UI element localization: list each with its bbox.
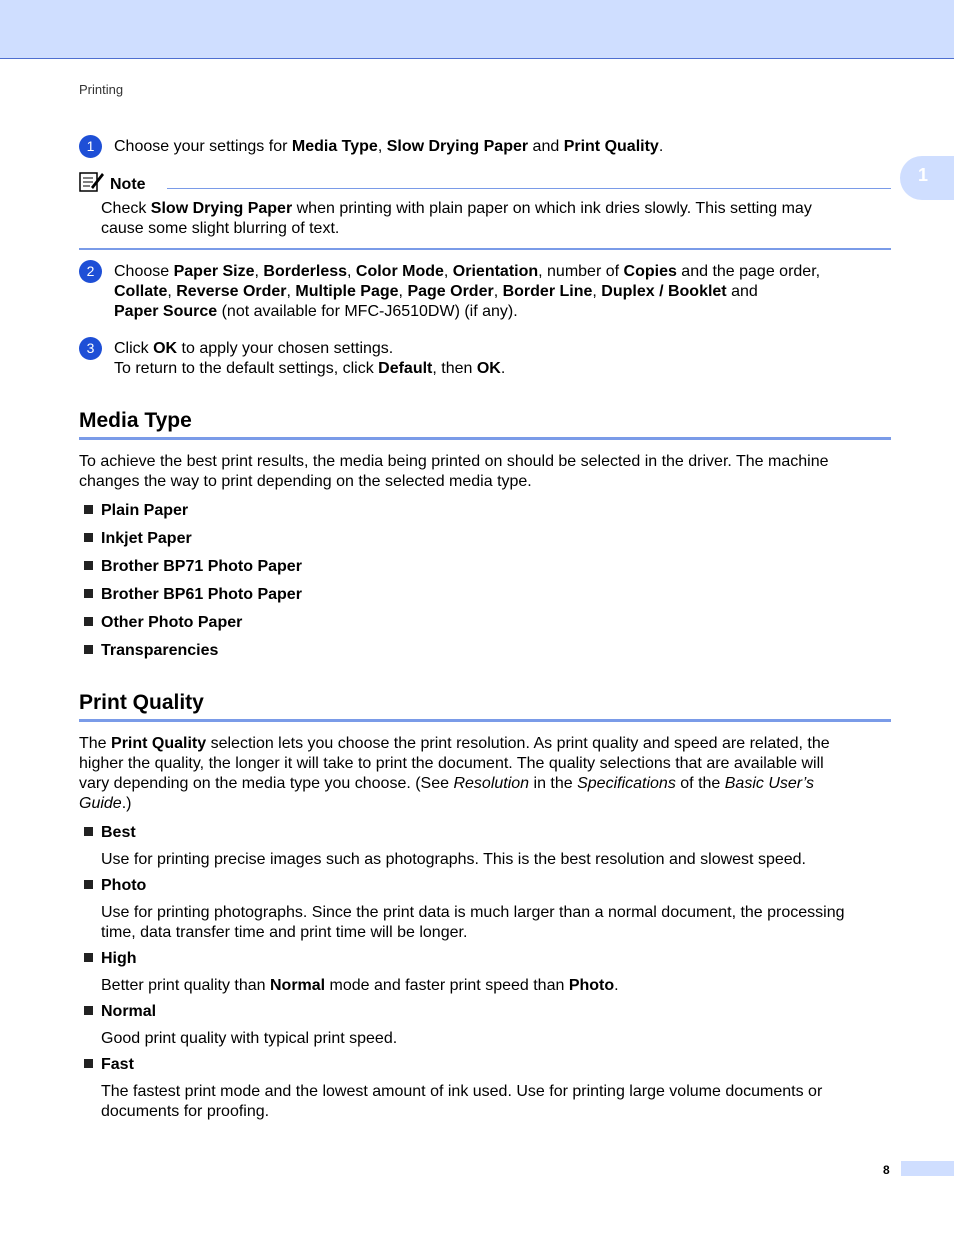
running-header: Printing — [79, 82, 124, 97]
note-bottom-rule — [79, 248, 891, 250]
bullet-square-icon — [84, 880, 93, 889]
note-label: Note — [110, 176, 146, 193]
quality-list-item: Photo — [84, 876, 146, 896]
chapter-number: 1 — [918, 165, 929, 185]
bullet-square-icon — [84, 645, 93, 654]
step-3 — [79, 339, 891, 379]
quality-description: Use for printing precise images such as photographs. This is the best resolution and slowest speed. — [101, 851, 806, 868]
chapter-tab — [900, 156, 954, 200]
quality-list-item: High — [84, 949, 137, 969]
step-text: Click OK to apply your chosen settings. To return to the default settings, click Default, then OK. — [114, 340, 506, 377]
quality-description: Better print quality than Normal mode and faster print speed than Photo. — [101, 977, 619, 994]
bullet-square-icon — [84, 1006, 93, 1015]
print-quality-intro: The Print Quality selection lets you choose the print resolution. As print quality and speed are related, the higher the quality, the longer it will take to print the document. The quality selections that are available will vary depending on the media type you choose. (See Resolution in the Specifications of the Basic User’s Guide.) — [79, 735, 830, 812]
heading-rule — [79, 719, 891, 722]
bullet-square-icon — [84, 505, 93, 514]
note-box — [79, 170, 891, 239]
quality-list-item: Fast — [84, 1055, 134, 1075]
step-number-icon: 2 — [79, 260, 102, 283]
step-text: Choose your settings for Media Type, Slow Drying Paper and Print Quality. — [114, 138, 664, 155]
footer-bar — [901, 1161, 954, 1176]
quality-list-item: Normal — [84, 1002, 156, 1022]
bullet-square-icon — [84, 953, 93, 962]
section-heading-print-quality: Print Quality — [79, 691, 204, 714]
media-list-item: Brother BP61 Photo Paper — [84, 585, 302, 605]
page-number: 8 — [883, 1163, 890, 1177]
media-list-item: Plain Paper — [84, 501, 188, 521]
media-list-item: Other Photo Paper — [84, 613, 242, 633]
bullet-square-icon — [84, 617, 93, 626]
note-divider — [167, 188, 891, 189]
quality-list-item: Best — [84, 823, 136, 843]
step-number-icon: 1 — [79, 135, 102, 158]
note-text: Check Slow Drying Paper when printing with plain paper on which ink dries slowly. This setting may cause some slight blurring of text. — [101, 200, 812, 237]
media-list-item: Brother BP71 Photo Paper — [84, 557, 302, 577]
section-heading-media-type: Media Type — [79, 409, 192, 432]
top-banner — [0, 0, 954, 59]
bullet-square-icon — [84, 827, 93, 836]
media-list-item: Inkjet Paper — [84, 529, 192, 549]
bullet-square-icon — [84, 561, 93, 570]
quality-description: Good print quality with typical print speed. — [101, 1030, 398, 1047]
quality-description: Use for printing photographs. Since the print data is much larger than a normal document, the processing time, data transfer time and print time will be longer. — [101, 904, 845, 941]
media-list-item: Transparencies — [84, 641, 218, 661]
note-pencil-icon — [79, 170, 105, 192]
step-text: Choose Paper Size, Borderless, Color Mode, Orientation, number of Copies and the page order, Collate, Reverse Order, Multiple Page, Page Order, Border Line, Duplex / Booklet and Paper Source (not available for MFC-J6510DW) (if any). — [114, 263, 821, 320]
bullet-square-icon — [84, 1059, 93, 1068]
bullet-square-icon — [84, 589, 93, 598]
quality-description: The fastest print mode and the lowest amount of ink used. Use for printing large volume documents or documents for proofing. — [101, 1083, 823, 1120]
step-2 — [79, 262, 891, 322]
media-type-intro: To achieve the best print results, the media being printed on should be selected in the driver. The machine changes the way to print depending on the selected media type. — [79, 453, 829, 490]
heading-rule — [79, 437, 891, 440]
step-1 — [79, 137, 891, 157]
bullet-square-icon — [84, 533, 93, 542]
step-number-icon: 3 — [79, 337, 102, 360]
